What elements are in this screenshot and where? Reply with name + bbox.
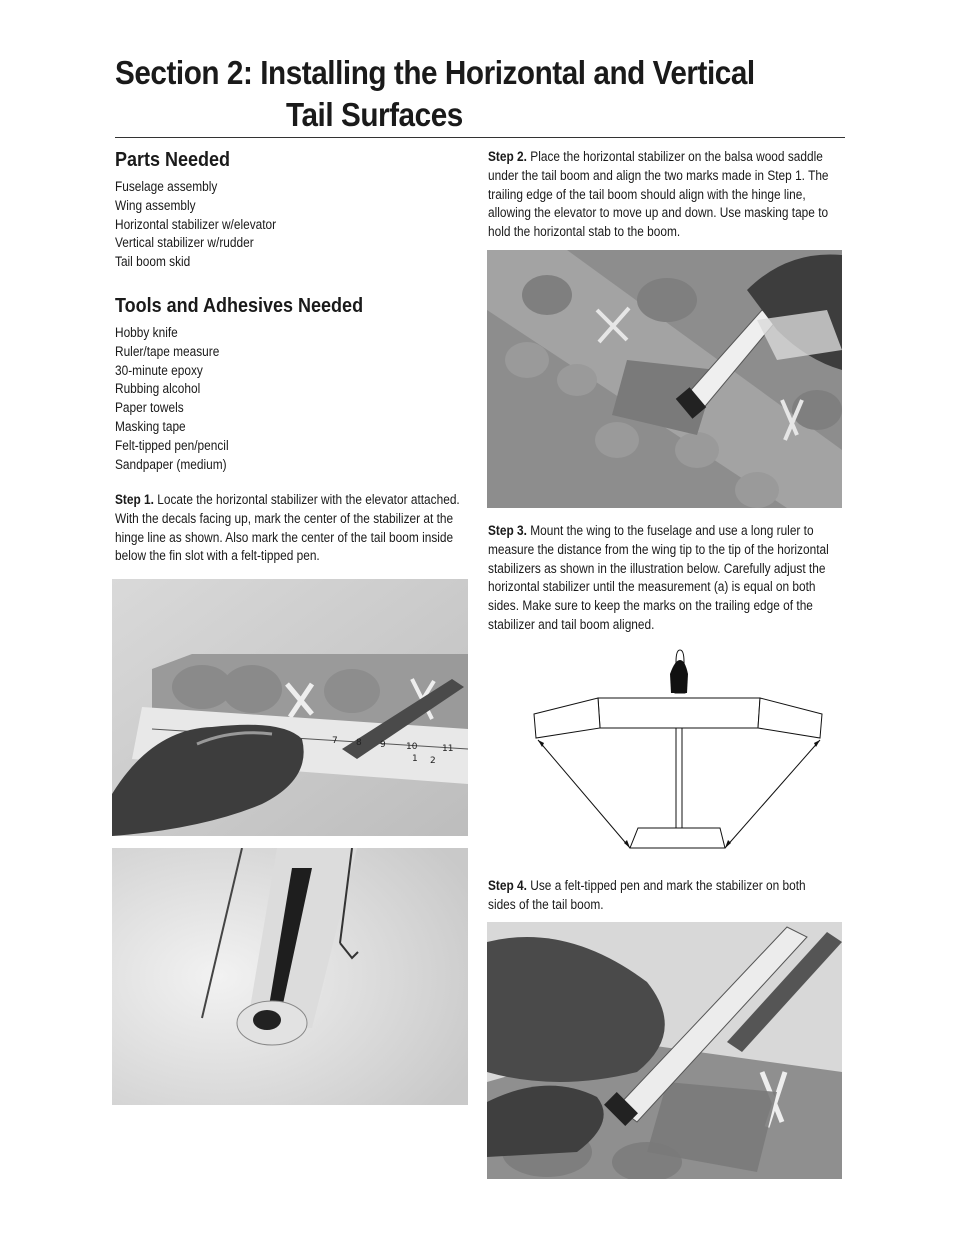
list-item: 30-minute epoxy xyxy=(115,362,203,378)
photo-marking-boom xyxy=(487,922,842,1179)
list-item: Horizontal stabilizer w/elevator xyxy=(115,216,277,232)
parts-section xyxy=(115,148,298,272)
step-1-text xyxy=(115,491,463,566)
ruler-mark: 7 xyxy=(332,736,338,746)
list-item: Wing assembly xyxy=(115,197,196,213)
parts-heading: Parts Needed xyxy=(115,149,231,171)
list-item: Felt-tipped pen/pencil xyxy=(115,437,229,453)
step-3-body: Mount the wing to the fuselage and use a long ruler to measure the distance from the wing tip to the tip of the horizontal stabilizers as shown in the illustration below. Carefully adjust the horizontal stabilizer until the measurement (a) is equal on both sides. Make sure to keep the marks on the trailing edge of the stabilizer and tail boom aligned. xyxy=(488,523,829,632)
step-3-label: Step 3. xyxy=(488,523,527,538)
list-item: Rubbing alcohol xyxy=(115,381,201,397)
ruler-mark: 11 xyxy=(442,744,454,754)
ruler-mark: 8 xyxy=(356,738,362,748)
step-1-body: Locate the horizontal stabilizer with the elevator attached. With the decals facing up, mark the center of the stabilizer at the hinge line as shown. Also mark the center of the tail boom inside below the fin slot with a felt-tipped pen. xyxy=(115,492,460,564)
step-2-text xyxy=(488,148,836,242)
photo-marking-stabilizer xyxy=(112,579,468,836)
step-3-text xyxy=(488,522,836,635)
photo-taped-stabilizer xyxy=(487,250,842,508)
tools-list xyxy=(115,324,391,474)
tools-heading: Tools and Adhesives Needed xyxy=(115,295,364,317)
ruler-mark: 2 xyxy=(430,756,436,766)
list-item: Vertical stabilizer w/rudder xyxy=(115,235,254,251)
title-line-2: Tail Surfaces xyxy=(286,96,463,133)
list-item: Fuselage assembly xyxy=(115,179,218,194)
ruler-mark: 10 xyxy=(406,742,418,752)
list-item: Ruler/tape measure xyxy=(115,343,220,359)
step-1-label: Step 1. xyxy=(115,492,154,507)
step-2-label: Step 2. xyxy=(488,149,527,164)
step-2-body: Place the horizontal stabilizer on the balsa wood saddle under the tail boom and align the two marks made in Step 1. The trailing edge of the tail boom should align with the hinge line, allowing the elevator to move up and down. Use masking tape to hold the horizontal stab to the boom. xyxy=(488,149,829,240)
tools-section xyxy=(115,294,391,474)
step-4-body: Use a felt-tipped pen and mark the stabilizer on both sides of the tail boom. xyxy=(488,878,806,912)
list-item: Masking tape xyxy=(115,418,186,434)
page-title xyxy=(115,52,845,136)
title-line-1: Section 2: Installing the Horizontal and Vertical xyxy=(115,54,755,91)
parts-list xyxy=(115,178,298,272)
list-item: Sandpaper (medium) xyxy=(115,456,227,472)
photo-tail-boom xyxy=(112,848,468,1105)
ruler-mark: 1 xyxy=(412,754,418,764)
list-item: Tail boom skid xyxy=(115,254,191,270)
step-4-label: Step 4. xyxy=(488,878,527,893)
title-divider xyxy=(115,137,845,138)
step-4-text xyxy=(488,877,836,915)
list-item: Hobby knife xyxy=(115,325,178,340)
alignment-diagram xyxy=(530,648,826,853)
ruler-mark: 9 xyxy=(380,740,386,750)
list-item: Paper towels xyxy=(115,400,184,416)
